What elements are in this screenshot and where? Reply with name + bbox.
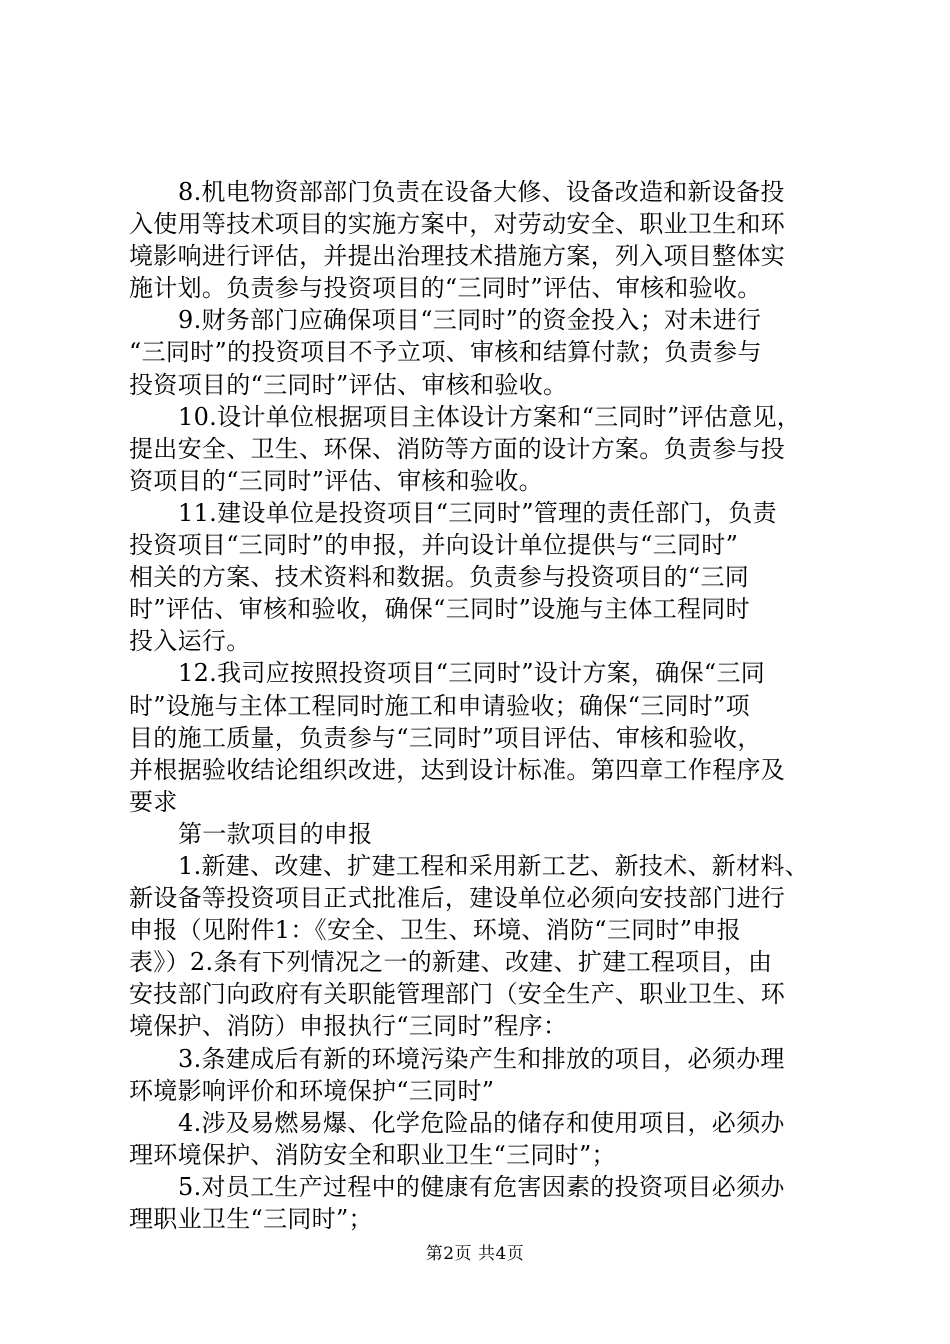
text-line: 环境影响评价和环境保护“三同时” <box>129 1076 495 1105</box>
text-line: 投资项目“三同时”的申报，并向设计单位提供与“三同时” <box>129 531 739 560</box>
text-line: 理环境保护、消防安全和职业卫生“三同时”； <box>129 1140 616 1169</box>
text-line: 投入运行。 <box>129 627 251 656</box>
document-body <box>129 176 839 1235</box>
text-line: 1.新建、改建、扩建工程和采用新工艺、新技术、新材料、 <box>178 851 809 880</box>
page-footer: 第2页 共4页 <box>425 1244 525 1264</box>
text-line: 时”评估、审核和验收，确保“三同时”设施与主体工程同时 <box>129 595 750 624</box>
text-line: 12.我司应按照投资项目“三同时”设计方案，确保“三同 <box>178 659 766 688</box>
text-line: 境保护、消防）申报执行“三同时”程序： <box>129 1012 568 1041</box>
text-line: 目的施工质量，负责参与“三同时”项目评估、审核和验收， <box>129 723 762 752</box>
text-line: 9.财务部门应确保项目“三同时”的资金投入；对未进行 <box>178 306 762 335</box>
text-line: 11.建设单位是投资项目“三同时”管理的责任部门，负责 <box>178 498 777 527</box>
text-line: 申报（见附件1：《安全、卫生、环境、消防“三同时”申报 <box>129 916 741 945</box>
text-line: 4.涉及易燃易爆、化学危险品的储存和使用项目，必须办 <box>178 1108 785 1137</box>
text-line: 10.设计单位根据项目主体设计方案和“三同时”评估意见， <box>178 402 802 431</box>
text-line: 并根据验收结论组织改进，达到设计标准。第四章工作程序及 <box>129 755 786 784</box>
text-line: “三同时”的投资项目不予立项、审核和结算付款；负责参与 <box>129 338 762 367</box>
text-line: 表》）2.条有下列情况之一的新建、改建、扩建工程项目，由 <box>129 948 773 977</box>
text-line: 3.条建成后有新的环境污染产生和排放的项目，必须办理 <box>178 1044 785 1073</box>
text-line: 8.机电物资部部门负责在设备大修、设备改造和新设备投 <box>178 178 785 206</box>
text-line: 境影响进行评估，并提出治理技术措施方案，列入项目整体实 <box>129 242 786 271</box>
text-line: 相关的方案、技术资料和数据。负责参与投资项目的“三同 <box>129 563 750 592</box>
text-line: 投资项目的“三同时”评估、审核和验收。 <box>129 370 568 399</box>
text-line: 提出安全、卫生、环保、消防等方面的设计方案。负责参与投 <box>129 434 786 463</box>
text-line: 时”设施与主体工程同时施工和申请验收；确保“三同时”项 <box>129 691 750 720</box>
text-line: 资项目的“三同时”评估、审核和验收。 <box>129 466 543 495</box>
text-line: 5.对员工生产过程中的健康有危害因素的投资项目必须办 <box>178 1172 785 1201</box>
text-line: 入使用等技术项目的实施方案中，对劳动安全、职业卫生和环 <box>129 210 786 239</box>
text-line: 要求 <box>129 787 178 816</box>
text-line: 安技部门向政府有关职能管理部门（安全生产、职业卫生、环 <box>129 980 786 1009</box>
text-line: 新设备等投资项目正式批准后，建设单位必须向安技部门进行 <box>129 884 786 913</box>
text-line: 第一款项目的申报 <box>178 819 373 848</box>
text-line: 施计划。负责参与投资项目的“三同时”评估、审核和验收。 <box>129 274 762 303</box>
text-line: 理职业卫生“三同时”； <box>129 1205 373 1233</box>
